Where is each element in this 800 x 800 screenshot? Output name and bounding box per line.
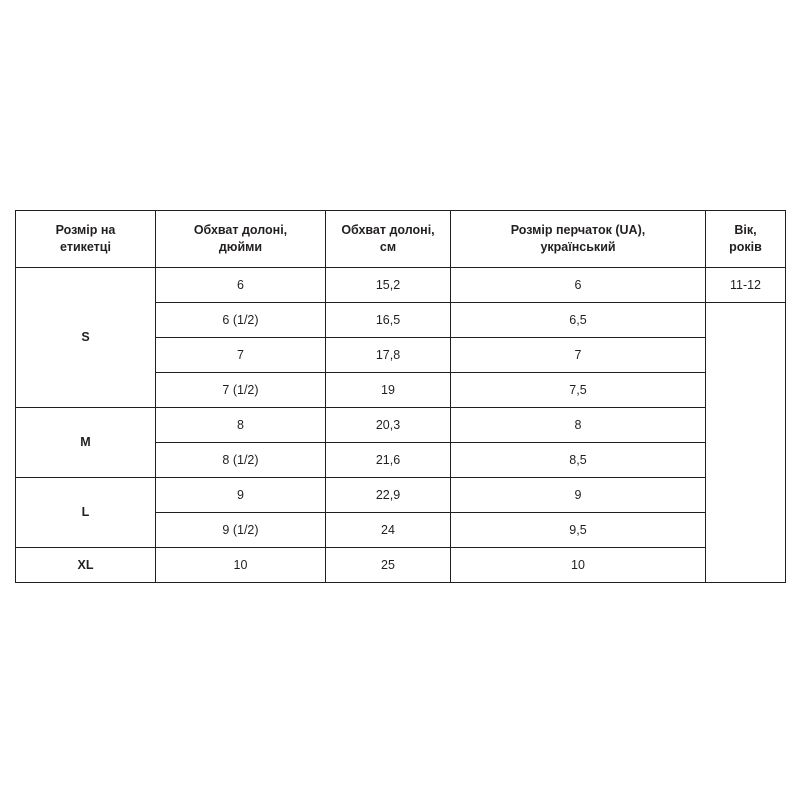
table-row	[16, 478, 786, 513]
table-header-row	[16, 211, 786, 268]
cell-palm-cm: 16,5	[326, 303, 451, 338]
column-header-age: Вік, років	[706, 211, 786, 268]
cell-palm-inches: 6 (1/2)	[156, 303, 326, 338]
column-header-label-size: Розмір на етикетці	[16, 211, 156, 268]
size-label-cell: L	[16, 478, 156, 548]
size-label-cell: S	[16, 268, 156, 408]
cell-age-empty	[706, 303, 786, 583]
cell-glove-ua: 9,5	[451, 513, 706, 548]
size-chart-container	[15, 210, 785, 583]
cell-palm-cm: 21,6	[326, 443, 451, 478]
cell-glove-ua: 9	[451, 478, 706, 513]
cell-palm-cm: 24	[326, 513, 451, 548]
cell-glove-ua: 10	[451, 548, 706, 583]
size-label-cell: XL	[16, 548, 156, 583]
cell-palm-inches: 8 (1/2)	[156, 443, 326, 478]
cell-palm-inches: 10	[156, 548, 326, 583]
cell-palm-inches: 8	[156, 408, 326, 443]
cell-glove-ua: 7,5	[451, 373, 706, 408]
cell-palm-cm: 17,8	[326, 338, 451, 373]
size-chart-table	[15, 210, 786, 583]
cell-palm-cm: 15,2	[326, 268, 451, 303]
table-row	[16, 548, 786, 583]
table-body	[16, 268, 786, 583]
cell-palm-cm: 25	[326, 548, 451, 583]
cell-palm-cm: 20,3	[326, 408, 451, 443]
cell-palm-inches: 9 (1/2)	[156, 513, 326, 548]
cell-palm-cm: 22,9	[326, 478, 451, 513]
table-row	[16, 268, 786, 303]
cell-palm-inches: 7	[156, 338, 326, 373]
column-header-glove-size-ua: Розмір перчаток (UA), український	[451, 211, 706, 268]
cell-glove-ua: 7	[451, 338, 706, 373]
size-label-cell: M	[16, 408, 156, 478]
table-header	[16, 211, 786, 268]
cell-age: 11-12	[706, 268, 786, 303]
cell-glove-ua: 8,5	[451, 443, 706, 478]
column-header-palm-cm: Обхват долоні, см	[326, 211, 451, 268]
cell-palm-inches: 7 (1/2)	[156, 373, 326, 408]
cell-glove-ua: 6	[451, 268, 706, 303]
cell-palm-inches: 6	[156, 268, 326, 303]
cell-glove-ua: 8	[451, 408, 706, 443]
table-row	[16, 408, 786, 443]
cell-palm-inches: 9	[156, 478, 326, 513]
column-header-palm-inches: Обхват долоні, дюйми	[156, 211, 326, 268]
cell-palm-cm: 19	[326, 373, 451, 408]
cell-glove-ua: 6,5	[451, 303, 706, 338]
